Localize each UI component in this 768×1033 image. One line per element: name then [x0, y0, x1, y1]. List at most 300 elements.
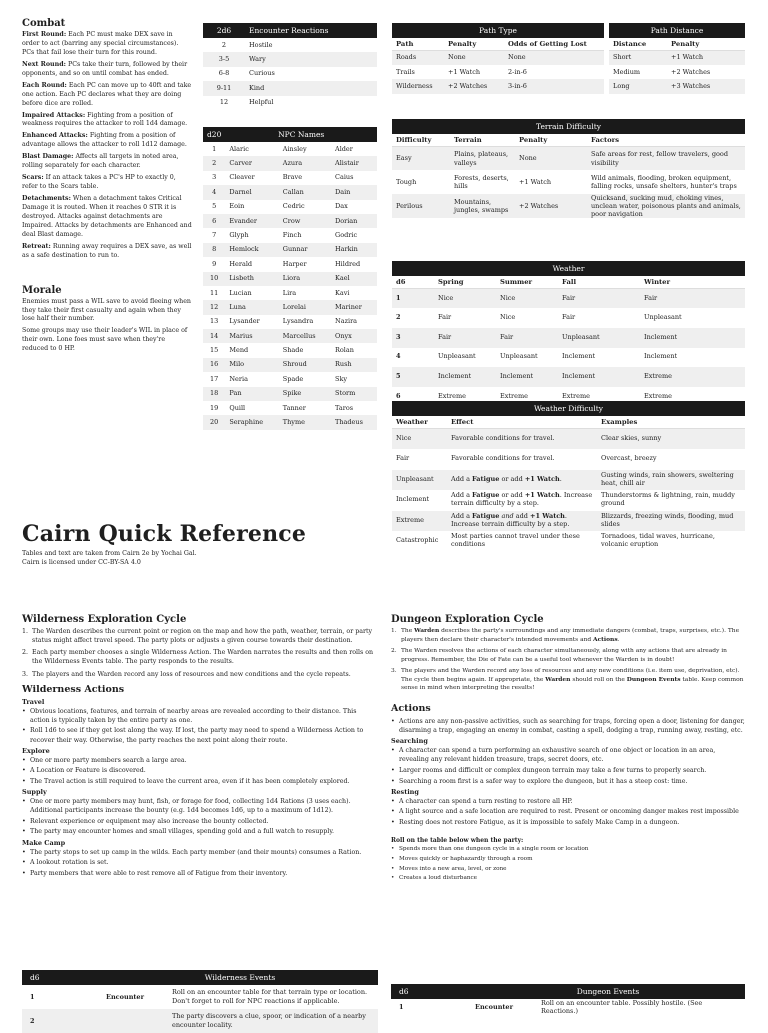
terrain-difficulty: Easy: [392, 147, 450, 171]
wilderness-step: [22, 648, 378, 666]
combat-title: Combat: [22, 18, 66, 29]
npc-roll: 5: [212, 202, 217, 211]
npc-name: Kavi: [335, 288, 350, 297]
combat-rule: [22, 174, 192, 192]
column-header: Spring: [434, 276, 496, 289]
weather-difficulty-table: [392, 401, 745, 552]
table-row: [392, 147, 745, 171]
weather-summer: Extreme: [500, 391, 528, 400]
npc-name: Carver: [225, 156, 278, 170]
weather-examples: Thunderstorms & lightning, rain, muddy ground: [601, 491, 735, 508]
combat-rule-label: Retreat:: [22, 242, 51, 250]
morale-title: Morale: [22, 284, 62, 296]
step-text-part: The Warden resolves the actions of each character simultaneously, along with any actions that are already in progress. Remember, the Die of Fate can be a useful tool whenever the Warden is in doubt!: [401, 648, 727, 663]
distance-name: Long: [609, 79, 667, 93]
weather-fall: Inclement: [558, 367, 640, 387]
npc-name: Harper: [282, 259, 307, 268]
table-row: [392, 348, 745, 368]
step-text-part: should roll on the: [570, 676, 627, 683]
step-text: [401, 628, 739, 643]
npc-name: Harkin: [331, 243, 377, 257]
weather-winter: Extreme: [644, 391, 672, 400]
table-row: [203, 200, 377, 214]
npc-name: Luna: [225, 300, 278, 314]
step-number: 2.: [391, 648, 397, 655]
step-text: Each party member chooses a single Wilderness Action. The Warden narrates the results and then rolls on the Wilderness Events table. The party responds to the results.: [32, 649, 374, 666]
npc-name: Spike: [279, 387, 331, 401]
table-row: [392, 429, 745, 450]
step-number: 1.: [391, 628, 397, 634]
table-row: [203, 81, 377, 95]
dungeon-section: [391, 614, 747, 884]
column-header: Effect: [447, 416, 597, 429]
table-row: [203, 156, 377, 170]
table-row: [392, 308, 745, 328]
weather-roll: 5: [392, 367, 434, 387]
action-group-list: [22, 848, 378, 878]
step-text: The players and the Warden record any loss of resources and new conditions and the cycle repeats.: [32, 670, 351, 678]
wilderness-action-groups: [22, 698, 378, 878]
path-distance-title: Path Distance: [609, 23, 745, 38]
npc-name: Nazira: [335, 317, 358, 326]
path-odds: 3-in-6: [504, 79, 604, 93]
combat-rule-text: Affects all targets in noted area, rolling separately for each character.: [22, 153, 179, 170]
npc-name: Marius: [225, 329, 278, 343]
npc-name: Thyme: [279, 415, 331, 429]
table-row: [392, 470, 745, 491]
resting-title: Resting: [391, 787, 419, 796]
dungeon-step: [391, 647, 747, 664]
npc-roll: 1: [212, 144, 217, 153]
morale-text-1: Enemies must pass a WIL save to avoid fleeing when they take their first casualty and again when they lose half their number.: [22, 297, 191, 323]
encounter-reaction: Curious: [249, 69, 275, 78]
npc-name: Lysander: [229, 317, 260, 326]
list-item: • Searching a room first is a safer way to explore the dungeon, but it has a steep cost: time.: [391, 777, 747, 786]
weather-winter: Inclement: [644, 352, 678, 361]
column-header: Difficulty: [392, 134, 450, 147]
searching-title: Searching: [391, 737, 428, 746]
encounter-reaction: Hostile: [249, 40, 273, 49]
encounter-roll: 9-11: [203, 81, 245, 95]
dungeon-step: [391, 667, 747, 693]
npc-roll: 9: [212, 259, 217, 268]
weather-roll: 4: [396, 352, 401, 361]
table-row: [392, 289, 745, 309]
step-bold: Dungeon Events: [626, 675, 681, 683]
npc-name: Ainsley: [282, 144, 307, 153]
table-row: [203, 387, 377, 401]
terrain-difficulty: Perilous: [392, 194, 450, 218]
terrain-difficulty-table: [392, 119, 745, 218]
npc-name: Alaric: [229, 144, 249, 153]
combat-rule-label: Enhanced Attacks:: [22, 132, 88, 140]
column-header: Penalty: [667, 38, 745, 51]
table-row: [392, 531, 745, 552]
list-item: • Larger rooms and difficult or complex dungeon terrain may take a few turns to properly search.: [391, 766, 747, 775]
list-item: • Moves into a new area, level, or zone: [391, 865, 747, 873]
distance-penalty: +2 Watches: [671, 67, 711, 76]
combat-rule-text: Fighting from a position of weakness requires the attacker to roll 1d4 damage.: [22, 111, 188, 128]
weather-summer: Nice: [500, 313, 516, 322]
table-row: [203, 300, 377, 314]
action-group-list: [22, 797, 378, 837]
npc-die: d20: [203, 127, 225, 142]
weather-name: Catastrophic: [396, 536, 439, 545]
wilderness-step: [22, 670, 378, 679]
table-row: [392, 51, 604, 65]
step-text: [401, 648, 727, 663]
roll-title: Roll on the table below when the party:: [391, 837, 524, 845]
combat-rule-text: Each PC must make DEX save in order to act (barring any special circumstances). PCs that fail lose their turn for this round.: [22, 31, 179, 56]
weather-roll: 1: [392, 289, 434, 309]
dungeon-events-title: Dungeon Events: [471, 984, 745, 999]
npc-roll: 11: [210, 288, 219, 297]
license-line: Cairn is licensed under CC-BY-SA 4.0: [22, 558, 141, 566]
npc-roll: 4: [203, 185, 225, 199]
dungeon-steps: [391, 627, 747, 693]
npc-name: Caius: [335, 173, 354, 182]
npc-name: Mariner: [331, 300, 377, 314]
list-item: • Moves quickly or haphazardly through a room: [391, 855, 747, 863]
resting-list: [391, 797, 747, 827]
terrain-title: Terrain Difficulty: [392, 119, 745, 134]
table-row: [203, 38, 377, 52]
table-row: [391, 999, 745, 1015]
column-header: Summer: [496, 276, 558, 289]
combat-rule-label: Impaired Attacks:: [22, 111, 86, 119]
path-name: Trails: [396, 67, 415, 76]
weather-examples: Overcast, breezy: [601, 454, 657, 463]
event-roll: 1: [30, 993, 35, 1002]
wilderness-section: [22, 614, 378, 879]
event-text: Roll on an encounter table for that terrain type or location. Don't forget to roll for NPC reactions if applicable.: [172, 988, 368, 1006]
npc-name: Lucian: [229, 288, 252, 297]
npc-name: Lira: [282, 288, 297, 297]
list-item: • Obvious locations, features, and terrain of nearby areas are revealed according to their distance. This action is typically taken by the entire party as one.: [22, 707, 378, 725]
weather-winter: Inclement: [640, 328, 745, 348]
npc-name: Spade: [282, 374, 304, 383]
npc-name: Sky: [335, 374, 348, 383]
combat-rule: [22, 82, 192, 109]
column-header: Weather: [392, 416, 447, 429]
npc-name: Onyx: [331, 329, 377, 343]
npc-name: Glyph: [229, 230, 249, 239]
wild-events-die: d6: [22, 970, 102, 985]
combat-rule-label: Scars:: [22, 174, 44, 182]
step-bold: Actions: [593, 635, 618, 643]
weather-fall: Extreme: [562, 391, 590, 400]
weather-roll: 3: [392, 328, 434, 348]
combat-rule-text: When a detachment takes Critical Damage it is routed. When it reaches 0 STR it is destroyed. Attacks against detachments are Impaired. Attacks by detachments are Enhanced and deal Blast damage.: [22, 195, 192, 238]
distance-penalty: +1 Watch: [667, 51, 745, 65]
list-item: • A light source and a safe location are required to rest. Present or oncoming danger makes rest impossible: [391, 807, 747, 816]
weather-name: Nice: [392, 429, 447, 450]
list-item: • Party members that were able to rest remove all of Fatigue from their inventory.: [22, 869, 378, 878]
step-text-part: The players and the Warden record any loss of resources and any new conditions (i.e. item use, deprivation, etc). The cycle then begins again. If appropriate, the: [401, 668, 740, 683]
table-row: [203, 315, 377, 329]
column-header: Penalty: [444, 38, 504, 51]
npc-name: Dorian: [331, 214, 377, 228]
npc-name: Seraphine: [225, 415, 278, 429]
weather-examples: Clear skies, sunny: [597, 429, 745, 450]
weather-summer: Unpleasant: [500, 352, 538, 361]
npc-name: Herald: [229, 259, 253, 268]
weather-fall: Fair: [558, 289, 640, 309]
weather-winter: Unpleasant: [644, 313, 682, 322]
distance-name: Short: [609, 51, 667, 65]
action-group-list: [22, 707, 378, 745]
npc-name: Marcellus: [279, 329, 331, 343]
npc-name: Hemlock: [225, 243, 278, 257]
weather-effect: Add a Fatigue or add +1 Watch. Increase terrain difficulty by a step.: [451, 491, 593, 508]
list-item: • Relevant experience or equipment may also increase the bounty collected.: [22, 817, 378, 826]
weather-title: Weather: [392, 261, 745, 276]
weather-spring: Unpleasant: [438, 352, 476, 361]
npc-roll: 13: [210, 317, 219, 326]
list-item: • Roll 1d6 to see if they get lost along the way. If lost, the party may need to spend a Wilderness Action to recover their way. Otherwise, the party reaches the next point along their route.: [22, 726, 378, 744]
table-row: [22, 1009, 378, 1033]
table-row: [203, 329, 377, 343]
dungeon-actions-title: Actions: [391, 702, 431, 714]
npc-name: Lysandra: [282, 317, 314, 326]
table-row: [392, 170, 745, 194]
table-row: [203, 401, 377, 415]
terrain-penalty: +2 Watches: [515, 194, 587, 218]
weather-summer: Inclement: [496, 367, 558, 387]
wild-events-title: Wilderness Events: [102, 970, 378, 985]
table-row: [203, 286, 377, 300]
encounter-roll: 3-5: [203, 52, 245, 66]
event-roll: 2: [22, 1009, 102, 1033]
npc-roll: 3: [212, 173, 217, 182]
step-number: 3.: [22, 670, 29, 678]
step-bold: Warden: [545, 675, 571, 683]
path-type-table: [392, 23, 604, 94]
combat-rule: [22, 112, 192, 130]
combat-rule-text: PCs take their turn, followed by their opponents, and so on until combat has ended.: [22, 60, 188, 77]
list-item: • A character can spend a turn resting to restore all HP.: [391, 797, 747, 806]
npc-name: Shroud: [279, 358, 331, 372]
combat-rule-label: First Round:: [22, 31, 67, 38]
npc-name: Evander: [225, 214, 278, 228]
npc-name: Eoin: [229, 202, 245, 211]
npc-roll: 19: [210, 403, 219, 412]
event-name: [102, 1009, 168, 1033]
event-name: Encounter: [106, 993, 144, 1002]
table-row: [203, 243, 377, 257]
terrain-types: Plains, plateaus, valleys: [450, 147, 515, 171]
step-text: The Warden describes the current point or region on the map and how the path, weather, terrain, or party status might affect travel speed. The party plots or adjusts a given course towards their destination.: [32, 628, 373, 645]
step-number: 1.: [22, 628, 29, 635]
table-row: [609, 65, 745, 79]
encounter-roll: 2: [221, 40, 227, 49]
table-row: [203, 67, 377, 81]
encounter-reaction: Helpful: [249, 98, 274, 107]
npc-name: Dain: [331, 185, 377, 199]
npc-name: Kael: [331, 272, 377, 286]
encounter-title: Encounter Reactions: [245, 23, 377, 38]
table-row: [392, 367, 745, 387]
terrain-factors: Quicksand, sucking mud, choking vines, unclean water, poisonous plants and animals, poor navigation: [587, 194, 745, 218]
dungeon-actions-list: [391, 717, 747, 735]
npc-name: Mend: [229, 346, 249, 355]
terrain-difficulty: Tough: [396, 177, 417, 186]
npc-name: Darnel: [225, 185, 278, 199]
column-header: Fall: [558, 276, 640, 289]
table-row: [203, 228, 377, 242]
npc-roll: 18: [203, 387, 225, 401]
table-row: [203, 142, 377, 156]
npc-roll: 7: [212, 230, 217, 239]
npc-roll: 6: [203, 214, 225, 228]
table-row: [392, 328, 745, 348]
column-header: Winter: [640, 276, 745, 289]
encounter-roll: 12: [219, 98, 229, 107]
combat-rule: [22, 195, 192, 240]
weather-name: Unpleasant: [392, 470, 447, 491]
wilderness-step: [22, 627, 378, 645]
npc-name: Azura: [279, 156, 331, 170]
weather-name: Extreme: [392, 511, 447, 532]
encounter-die: 2d6: [203, 23, 245, 38]
dungeon-events-table: [391, 984, 745, 1015]
list-item: • A character can spend a turn performing an exhaustive search of one object or location in an area, revealing any relevant hidden treasure, traps, secret doors, etc.: [391, 746, 747, 764]
npc-roll: 10: [203, 272, 225, 286]
weather-summer: Fair: [496, 328, 558, 348]
table-row: [203, 257, 377, 271]
path-name: Roads: [392, 51, 444, 65]
action-group-title: Supply: [22, 788, 47, 796]
path-penalty: +1 Watch: [448, 67, 481, 76]
step-text: [401, 668, 743, 691]
npc-name: Finch: [282, 230, 302, 239]
terrain-factors: Wild animals, flooding, broken equipment, falling rocks, unsafe shelters, hunter's traps: [591, 173, 737, 190]
weather-effect: Add a Fatigue or add +1 Watch.: [447, 470, 597, 491]
table-row: [392, 65, 604, 79]
path-type-title: Path Type: [392, 23, 604, 38]
list-item: • One or more party members may hunt, fish, or forage for food, collecting 1d4 Rations (3 uses each). Additional participants increase the bounty (e.g. 1d4 becomes 1d6, up to a maximum of 1d12).: [22, 797, 378, 815]
terrain-factors: Safe areas for rest, fellow travelers, good visibility: [587, 147, 745, 171]
weather-spring: Nice: [434, 289, 496, 309]
step-text-part: The: [401, 628, 415, 634]
action-group-title: Make Camp: [22, 838, 66, 847]
terrain-penalty: None: [515, 147, 587, 171]
npc-name: Neria: [229, 374, 248, 383]
column-header: Odds of Getting Lost: [504, 38, 604, 51]
page-header: [22, 521, 362, 568]
table-row: [203, 372, 377, 386]
path-penalty: None: [444, 51, 504, 65]
npc-roll: 17: [210, 374, 219, 383]
event-text: The party discovers a clue, spoor, or indication of a nearby encounter locality.: [168, 1009, 378, 1033]
column-header: d6: [392, 276, 434, 289]
table-row: [392, 511, 745, 532]
npc-roll: 14: [203, 329, 225, 343]
npc-roll: 8: [203, 243, 225, 257]
wilderness-actions-title: Wilderness Actions: [22, 683, 125, 695]
combat-rule: [22, 61, 192, 79]
action-group-title: Explore: [22, 746, 50, 755]
npc-name: Rolan: [335, 346, 354, 355]
list-item: • One or more party members search a large area.: [22, 756, 378, 765]
npc-name: Alder: [335, 144, 353, 153]
table-row: [203, 185, 377, 199]
table-row: [203, 96, 377, 110]
npc-name: Tanner: [282, 403, 306, 412]
weather-spring: Inclement: [434, 367, 496, 387]
step-text-part: .: [617, 636, 620, 643]
event-text: Roll on an encounter table. Possibly hostile. (See Reactions.): [541, 999, 703, 1015]
combat-rule-text: Fighting from a position of advantage allows the attacker to roll 1d12 damage.: [22, 132, 187, 149]
weather-effect: Favorable conditions for travel.: [447, 429, 597, 450]
npc-name: Crow: [279, 214, 331, 228]
encounter-reaction: Kind: [245, 81, 377, 95]
dungeon-title: Dungeon Exploration Cycle: [391, 614, 544, 625]
wilderness-title: Wilderness Exploration Cycle: [22, 614, 187, 625]
combat-rule-text: If an attack takes a PC's HP to exactly 0, refer to the Scars table.: [22, 174, 176, 191]
weather-examples: Tornadoes, tidal waves, hurricane, volcanic eruption: [601, 532, 715, 549]
table-row: [609, 51, 745, 65]
list-item: • The party may encounter homes and small villages, spending gold and a full watch to resupply.: [22, 827, 378, 836]
morale-text-2: Some groups may use their leader's WIL in place of their own. Lone foes must save when they're reduced to 0 HP.: [22, 327, 188, 353]
npc-name: Thadeus: [331, 415, 377, 429]
weather-spring: Extreme: [438, 391, 466, 400]
table-row: [392, 79, 604, 93]
npc-name: Brave: [282, 173, 303, 182]
combat-rule-label: Next Round:: [22, 60, 66, 68]
list-item: • The Travel action is still required to leave the current area, even if it has been completely explored.: [22, 777, 378, 786]
npc-name: Dax: [335, 202, 348, 211]
weather-roll: 6: [396, 391, 401, 400]
weather-summer: Nice: [496, 289, 558, 309]
table-row: [392, 490, 745, 511]
table-row: [203, 343, 377, 357]
credit-line: Tables and text are taken from Cairn 2e by Yochai Gal.: [22, 550, 197, 557]
step-bold: Warden: [414, 627, 440, 634]
step-text-part: table. Keep common sense in mind when interpreting the results!: [401, 676, 744, 692]
npc-name: Callan: [279, 185, 331, 199]
npc-name: Shade: [282, 346, 304, 355]
table-row: [203, 415, 377, 429]
combat-rule-label: Each Round:: [22, 81, 67, 89]
list-item: • The party stops to set up camp in the wilds. Each party member (and their mounts) consumes a Ration.: [22, 848, 378, 857]
combat-rule-text: Running away requires a DEX save, as well as a safe destination to run to.: [22, 242, 192, 259]
terrain-types: Forests, deserts, hills: [454, 173, 509, 190]
list-item: • Creates a loud disturbance: [391, 874, 747, 882]
table-row: [203, 214, 377, 228]
combat-rule: [22, 132, 192, 150]
combat-section: [22, 18, 192, 354]
weather-effect: Favorable conditions for travel.: [451, 454, 555, 463]
weather-fall: Inclement: [562, 352, 596, 361]
npc-name: Taros: [335, 403, 354, 412]
distance-penalty: +3 Watches: [667, 79, 745, 93]
distance-name: Medium: [613, 67, 641, 76]
combat-rule: [22, 31, 192, 58]
npc-name: Lisbeth: [225, 272, 278, 286]
npc-name: Cleaver: [229, 173, 255, 182]
column-header: Path: [392, 38, 444, 51]
weather-effect: Add a Fatigue and add +1 Watch. Increase terrain difficulty by a step.: [447, 511, 597, 532]
npc-name: Milo: [225, 358, 278, 372]
wilderness-steps: [22, 627, 378, 679]
path-name: Wilderness: [392, 79, 444, 93]
list-item: • Resting does not restore Fatigue, as it is impossible to safely Make Camp in a dungeon.: [391, 818, 747, 827]
weather-effect: Most parties cannot travel under these conditions: [451, 532, 580, 549]
path-odds: 2-in-6: [508, 67, 527, 76]
encounter-reactions-table: [203, 23, 377, 110]
npc-roll: 2: [203, 156, 225, 170]
